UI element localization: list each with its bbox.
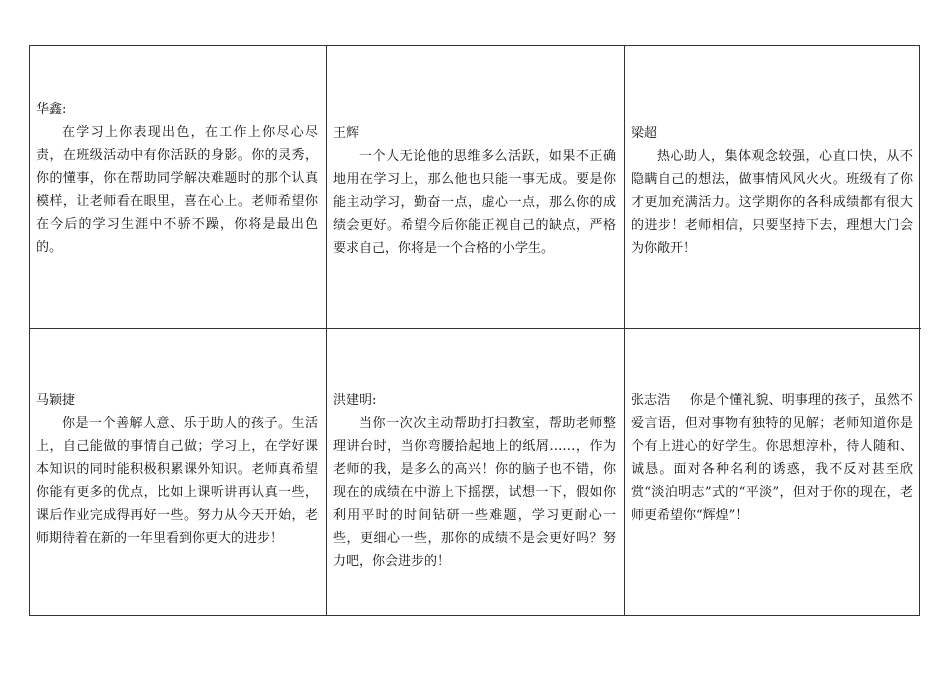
comment-cell [30,329,327,615]
comment-text: 你是一个善解人意、乐于助人的孩子。生活上，自己能做的事情自己做；学习上，在学好课本知识的同时能积极积累课外知识。老师真希望你能有更多的优点，比如上课听讲再认真一些，课后作业完成得再好一些。努力从今天开始，老师期待着在新的一年里看到你更大的进步！ [36,416,318,546]
student-name: 洪建明: [333,393,377,408]
comment-paragraph [631,389,913,527]
comment-cell [625,46,921,329]
student-name: 梁超 [631,126,658,141]
comments-table [29,45,920,616]
comment-text: 在学习上你表现出色，在工作上你尽心尽责，在班级活动中有你活跃的身影。你的灵秀，你的懂事，你在帮助同学解决难题时的那个认真模样，让老师看在眼里，喜在心上。老师希望你在今后的学习生涯中不骄不躁，你将是最出色的。 [36,125,318,255]
student-name: 张志浩 [631,393,671,408]
student-name: 王辉 [333,126,360,141]
comment-cell [625,329,921,615]
comment-text: 一个人无论他的思维多么活跃，如果不正确地用在学习上，那么他也只能一事无成。要是你能主动学习，勤奋一点，虚心一点，那么你的成绩会更好。希望今后你能正视自己的缺点，严格要求自己，你将是一个合格的小学生。 [333,149,616,256]
comment-text: 热心助人，集体观念较强，心直口快，从不隐瞒自己的想法，做事情风风火火。班级有了你才更加充满活力。这学期你的各科成绩都有很大的进步！老师相信，只要坚持下去，理想大门会为你敞开！ [631,149,913,256]
student-name: 华鑫: [36,102,67,117]
student-name: 马颖捷 [36,393,76,408]
comment-cell [327,46,625,329]
comment-text: 当你一次次主动帮助打扫教室，帮助老师整理讲台时，当你弯腰拾起地上的纸屑……，作为老师的我，是多么的高兴！你的脑子也不错，你现在的成绩在中游上下摇摆，试想一下，假如你利用平时的时间钻研一些难题，学习更耐心一些，更细心一些，那你的成绩不是会更好吗？努力吧，你会进步的！ [333,416,616,569]
comment-cell [327,329,625,615]
comment-cell [30,46,327,329]
comment-text: 你是个懂礼貌、明事理的孩子，虽然不爱言语，但对事物有独特的见解；老师知道你是个有上进心的好学生。你思想淳朴，待人随和、诚恳。面对各种名利的诱惑，我不反对甚至欣赏“淡泊明志”式的“平淡”，但对于你的现在，老师更希望你“辉煌”！ [631,393,913,523]
